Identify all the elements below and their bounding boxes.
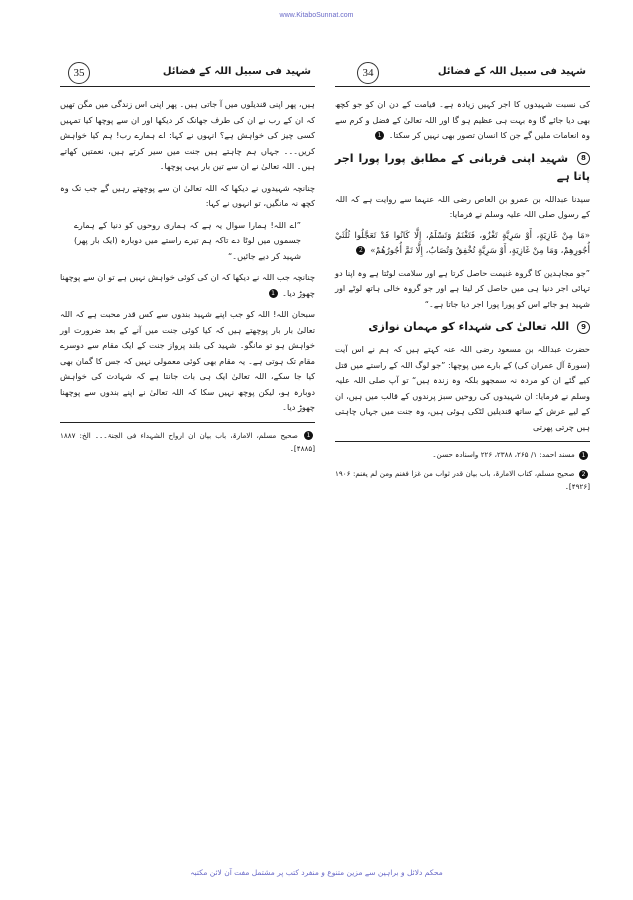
page-number: 35 [68,62,90,84]
footnote [335,448,590,461]
footnote-marker: 1 [375,131,384,140]
translation: ”جو مجاہدین کا گروہ غنیمت حاصل کرتا ہے اور سلامت لوٹتا ہے وہ اپنا دو تہائی اجر دنیا ہی میں حاصل کر لیتا ہے اور جو گروہ خالی ہاتھ لوٹے اور شہید ہو جائے اس کو پورا پورا اجر دیا جاتا ہے۔“ [335,267,590,309]
header-title: شہید فی سبیل اللہ کے فضائل [437,66,586,77]
header-title: شہید فی سبیل اللہ کے فضائل [162,66,311,77]
top-url[interactable]: www.KitaboSunnat.com [279,12,354,19]
paragraph: چنانچہ شہیدوں نے دیکھا کہ اللہ تعالیٰ ان سے پوچھتے رہیں گے جب تک وہ کچھ نہ مانگیں، تو انہوں نے کہا: [60,182,315,208]
paragraph: ہیں، پھر اپنی قندیلوں میں آ جاتی ہیں۔ پھر اپنی اس زندگی میں مگن تھیں کہ ان کے رب نے ان کی طرف جھانک کر دیکھا اور ان سے پوچھا کیا تمہیں کسی چیز کی خواہش ہے؟ انہوں نے کہا: اے ہمارے رب! ہم کیا خواہش کریں۔۔۔ جہاں ہم چاہتے ہیں جنت میں سیر کرتے ہیں، نعمتیں کھاتے ہیں۔ اللہ تعالیٰ نے ان سے تین بار یہی پوچھا۔ [60,99,315,171]
paragraph-text: کی نسبت شہیدوں کا اجر کہیں زیادہ ہے۔ قیامت کے دن ان کو جو کچھ بھی دیا جائے گا وہ بہت ہی عظیم ہو گا اور اللہ تعالیٰ کے فضل و کرم سے وہ انعامات ملیں گے جن کا انسان تصور بھی نہیں کر سکتا۔ [335,99,590,140]
footnote-number: 1 [579,451,588,460]
bottom-banner[interactable]: محکم دلائل و براہین سے مزین متنوع و منفرد کتب پر مشتمل مفت آن لائن مکتبہ [190,868,443,877]
page-right [335,62,590,712]
paragraph: حضرت عبداللہ بن مسعود رضی اللہ عنہ کہتے ہیں کہ ہم نے اس آیت (سورۃ آل عمران کی) کے بارے میں پوچھا: ”جو لوگ اللہ کے راستے میں قتل کیے گئے ان کو مردہ نہ سمجھو بلکہ وہ زندہ ہیں“ تو آپ صلی اللہ علیہ وسلم نے فرمایا: ان شہیدوں کی روحیں سبز پرندوں کے قالب میں ہیں، ان کے لیے عرش کے ساتھ قندیلیں لٹکی ہوئی ہیں، وہ جنت میں جہاں چاہتی ہیں چرتی پھرتی [335,344,590,432]
footnote [60,429,315,455]
section-number: 9 [577,321,590,334]
section-heading-text: شہید اپنی قربانی کے مطابق پورا پورا اجر پاتا ہے [335,151,590,183]
footnote [335,467,590,493]
section-heading [335,318,590,336]
section-heading [335,150,590,186]
paragraph: سبحان اللہ! اللہ کو جب اپنے شہید بندوں سے کس قدر محبت ہے کہ اللہ تعالیٰ بار بار پوچھتے ہیں کہ کیا کوئی جنت میں آنے کے بعد ضرورت اور خواہش ہو تو مانگو۔ شہید کی بلند پرواز جنت کے ایک مقام سے دوسرے مقام تک ہوتی ہے۔ یہ مقام بھی کوئی معمولی نہیں کہ جس کا گمان بھی کیا جا سکے، اللہ تعالیٰ ایک ہی بات جانتا ہے کہ شہادت کی خواہش دوبارہ ہو، لیکن پوچھ نہیں سکا کہ اللہ تعالیٰ نے اپنے بندوں سے پوچھنا چھوڑ دیا۔ [60,309,315,412]
paragraph [60,270,315,301]
footnote-divider [335,441,590,442]
page-left [60,62,315,712]
section-number: 8 [577,152,590,165]
footnote-divider [60,422,315,423]
arabic-text: «مَا مِنْ غَازِيَةٍ، أَوْ سَرِيَّةٍ تَغْزُو، فَتَغْنَمُ وَتَسْلَمُ، إِلَّا كَانُوا قَدْ تَعَجَّلُوا ثُلُثَيْ أُجُورِهِمْ، وَمَا مِنْ غَازِيَةٍ، أَوْ سَرِيَّةٍ تُخْفِقُ وَتُصَابُ، إِلَّا تَمَّ أُجُورُهُمْ» [335,230,590,256]
footnote-text: صحیح مسلم، کتاب الامارۃ، باب بیان قدر ثواب من غزا فغنم ومن لم یغنم: ۱۹۰۶ [۴۹۲۶]۔ [335,469,590,491]
footnote-number: 1 [304,431,313,440]
footnote-marker: 2 [356,246,365,255]
page-header [335,62,590,87]
section-heading-text: اللہ تعالیٰ کی شہداء کو مہمان نوازی [368,320,570,333]
paragraph: سیدنا عبداللہ بن عمرو بن العاص رضی اللہ عنہما سے روایت ہے کہ اللہ کے رسول صلی اللہ علیہ وسلم نے فرمایا: [335,193,590,219]
footnote-text: صحیح مسلم، الامارۃ، باب بیان ان ارواح الشہداء فی الجنۃ۔۔۔ الخ: ۱۸۸۷ [۴۸۸۵]۔ [60,430,315,453]
arabic-hadith [335,229,590,260]
page-header [60,62,315,87]
page-body [60,97,315,455]
paragraph [335,97,590,144]
footnote-number: 2 [579,470,588,479]
footnote-marker: 1 [269,289,278,298]
paragraph-text: چنانچہ جب اللہ نے دیکھا کہ ان کی کوئی خواہش نہیں ہے تو ان سے پوچھنا چھوڑ دیا۔ [60,272,315,298]
page-number: 34 [357,62,379,84]
quote: ”اے اللہ! ہمارا سوال یہ ہے کہ ہماری روحوں کو دنیا کے ہمارے جسموں میں لوٹا دے تاکہ ہم تیرے راستے میں دوبارہ (ایک بار پھر) شہید کر دیے جائیں۔“ [74,219,301,261]
page-body [335,97,590,493]
footnote-text: مسند احمد: ۱/ ۲۶۵، ۲۳۸۸، ۲۲۶ واسنادہ حسن۔ [432,450,575,459]
